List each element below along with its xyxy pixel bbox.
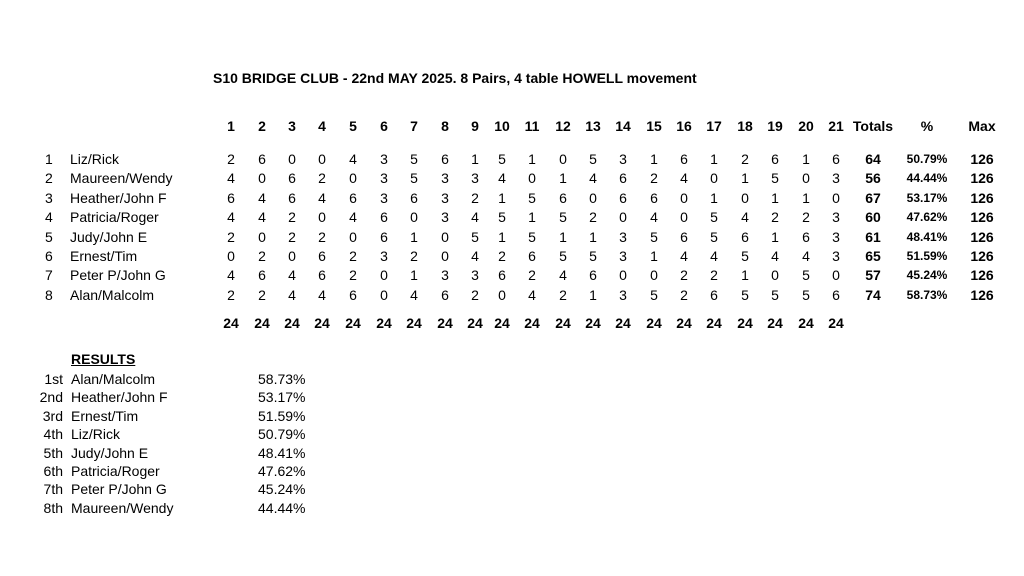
- score-cell: 6: [380, 228, 388, 245]
- score-cell: 3: [471, 170, 479, 187]
- result-name: Heather/John F: [71, 389, 168, 406]
- score-cell: 3: [832, 228, 840, 245]
- score-cell: 3: [619, 228, 627, 245]
- pair-total: 57: [865, 267, 881, 284]
- pair-percent: 45.24%: [906, 268, 948, 283]
- score-cell: 0: [589, 189, 597, 206]
- score-cell: 1: [802, 151, 810, 167]
- score-cell: 6: [380, 209, 388, 226]
- pair-percent: 47.62%: [906, 210, 948, 225]
- score-cell: 4: [227, 209, 235, 226]
- score-cell: 3: [441, 267, 449, 284]
- result-name: Peter P/John G: [71, 481, 167, 498]
- score-cell: 6: [288, 170, 296, 187]
- board-header: 8: [441, 118, 449, 134]
- score-cell: 6: [559, 189, 567, 206]
- score-cell: 0: [349, 170, 357, 187]
- score-cell: 1: [589, 286, 597, 303]
- score-cell: 6: [318, 267, 326, 284]
- score-cell: 5: [589, 248, 597, 264]
- pair-name: Judy/John E: [70, 228, 148, 245]
- pair-max: 126: [970, 248, 994, 264]
- score-cell: 3: [619, 286, 627, 303]
- result-name: Liz/Rick: [71, 426, 121, 443]
- score-cell: 0: [288, 248, 296, 264]
- result-place: 6th: [43, 463, 63, 479]
- pair-name: Alan/Malcolm: [70, 286, 155, 303]
- result-percent: 50.79%: [258, 426, 306, 443]
- score-cell: 6: [441, 286, 449, 303]
- score-cell: 0: [528, 170, 536, 187]
- result-percent: 53.17%: [258, 389, 306, 406]
- column-total: 24: [585, 315, 601, 331]
- board-header: 19: [767, 118, 783, 134]
- board-header: 15: [646, 118, 662, 134]
- result-name: Patricia/Roger: [71, 463, 160, 479]
- score-cell: 5: [471, 228, 479, 245]
- score-cell: 0: [318, 151, 326, 167]
- score-cell: 6: [258, 151, 266, 167]
- result-place: 8th: [43, 499, 63, 516]
- score-cell: 1: [471, 151, 479, 167]
- board-header: 12: [555, 118, 571, 134]
- board-header: 3: [288, 118, 296, 134]
- score-cell: 2: [710, 267, 718, 284]
- pct-header: %: [920, 118, 934, 134]
- result-place: 1st: [44, 371, 63, 387]
- pair-percent: 48.41%: [906, 229, 948, 244]
- score-cell: 1: [650, 151, 658, 167]
- pair-percent: 51.59%: [906, 249, 948, 263]
- score-cell: 2: [258, 286, 266, 303]
- score-cell: 4: [802, 248, 810, 264]
- score-cell: 6: [528, 248, 536, 264]
- result-percent: 51.59%: [258, 407, 306, 424]
- score-cell: 3: [380, 151, 388, 167]
- score-cell: 1: [771, 228, 779, 245]
- board-header: 16: [676, 118, 692, 134]
- result-name: Maureen/Wendy: [71, 499, 174, 516]
- board-header: 10: [494, 118, 510, 134]
- column-total: 24: [284, 315, 300, 331]
- column-total: 24: [798, 315, 814, 331]
- pair-name: Heather/John F: [70, 189, 167, 206]
- score-cell: 6: [619, 170, 627, 187]
- score-cell: 0: [380, 286, 388, 303]
- score-cell: 3: [832, 248, 840, 264]
- score-cell: 0: [619, 209, 627, 226]
- score-cell: 4: [471, 209, 479, 226]
- pair-number: 1: [45, 151, 53, 167]
- pair-total: 74: [865, 286, 881, 303]
- score-cell: 6: [710, 286, 718, 303]
- score-cell: 5: [650, 286, 658, 303]
- score-cell: 5: [528, 228, 536, 245]
- column-total: 24: [615, 315, 631, 331]
- score-cell: 5: [559, 248, 567, 264]
- result-name: Ernest/Tim: [71, 407, 139, 424]
- column-total: 24: [828, 315, 844, 331]
- score-cell: 0: [258, 170, 266, 187]
- pair-name: Liz/Rick: [70, 151, 120, 167]
- score-cell: 1: [528, 151, 536, 167]
- board-header: 13: [585, 118, 601, 134]
- column-total: 24: [555, 315, 571, 331]
- pair-name: Patricia/Roger: [70, 209, 159, 226]
- score-cell: 4: [680, 248, 688, 264]
- board-header: 11: [524, 118, 540, 134]
- score-cell: 6: [227, 189, 235, 206]
- score-cell: 6: [650, 189, 658, 206]
- score-cell: 3: [832, 170, 840, 187]
- pair-percent: 50.79%: [906, 152, 948, 166]
- score-cell: 2: [318, 170, 326, 187]
- pair-total: 67: [865, 189, 881, 206]
- score-cell: 3: [832, 209, 840, 226]
- score-cell: 5: [802, 267, 810, 284]
- score-cell: 1: [741, 267, 749, 284]
- score-cell: 4: [227, 267, 235, 284]
- score-cell: 5: [710, 209, 718, 226]
- score-cell: 6: [318, 248, 326, 264]
- totals-header: Totals: [852, 118, 894, 134]
- score-cell: 2: [258, 248, 266, 264]
- score-cell: 6: [498, 267, 506, 284]
- pair-max: 126: [970, 209, 994, 226]
- score-cell: 2: [680, 286, 688, 303]
- score-cell: 4: [410, 286, 418, 303]
- score-cell: 0: [680, 209, 688, 226]
- score-cell: 0: [710, 170, 718, 187]
- pair-percent: 44.44%: [906, 171, 948, 186]
- column-total: 24: [314, 315, 330, 331]
- score-cell: 1: [559, 170, 567, 187]
- score-cell: 0: [441, 228, 449, 245]
- board-header: 21: [828, 118, 844, 134]
- pair-number: 8: [45, 286, 53, 303]
- score-cell: 4: [349, 151, 357, 167]
- pair-total: 60: [865, 209, 881, 226]
- result-percent: 47.62%: [258, 463, 306, 479]
- pair-percent: 58.73%: [906, 287, 948, 302]
- column-total: 24: [437, 315, 453, 331]
- score-cell: 5: [498, 151, 506, 167]
- pair-total: 61: [865, 228, 881, 245]
- score-cell: 5: [559, 209, 567, 226]
- score-cell: 2: [227, 228, 235, 245]
- pair-number: 2: [45, 170, 53, 187]
- score-cell: 4: [318, 286, 326, 303]
- pair-max: 126: [970, 286, 994, 303]
- score-cell: 6: [680, 151, 688, 167]
- board-header: 5: [349, 118, 357, 134]
- column-total: 24: [524, 315, 540, 331]
- column-total: 24: [706, 315, 722, 331]
- score-cell: 5: [410, 151, 418, 167]
- score-cell: 3: [441, 209, 449, 226]
- score-cell: 6: [441, 151, 449, 167]
- score-cell: 5: [589, 151, 597, 167]
- score-cell: 4: [288, 267, 296, 284]
- result-percent: 45.24%: [258, 481, 306, 498]
- score-cell: 0: [680, 189, 688, 206]
- score-cell: 4: [471, 248, 479, 264]
- score-cell: 3: [619, 151, 627, 167]
- pair-name: Peter P/John G: [70, 267, 166, 284]
- score-cell: 6: [258, 267, 266, 284]
- score-cell: 6: [410, 189, 418, 206]
- score-cell: 1: [498, 189, 506, 206]
- result-place: 3rd: [42, 407, 63, 424]
- score-cell: 4: [559, 267, 567, 284]
- result-name: Judy/John E: [71, 444, 149, 461]
- board-header: 2: [258, 118, 266, 134]
- score-cell: 6: [589, 267, 597, 284]
- score-cell: 0: [498, 286, 506, 303]
- pair-name: Maureen/Wendy: [70, 170, 173, 187]
- score-cell: 2: [741, 151, 749, 167]
- score-cell: 0: [619, 267, 627, 284]
- score-cell: 2: [589, 209, 597, 226]
- score-cell: 5: [771, 170, 779, 187]
- pair-number: 4: [45, 209, 53, 226]
- score-cell: 3: [619, 248, 627, 264]
- column-total: 24: [467, 315, 483, 331]
- score-cell: 4: [318, 189, 326, 206]
- board-header: 9: [471, 118, 479, 134]
- score-cell: 0: [318, 209, 326, 226]
- column-total: 24: [254, 315, 270, 331]
- result-name: Alan/Malcolm: [71, 371, 156, 387]
- score-cell: 5: [498, 209, 506, 226]
- pair-max: 126: [970, 170, 994, 187]
- score-cell: 4: [589, 170, 597, 187]
- column-total: 24: [646, 315, 662, 331]
- board-header: 6: [380, 118, 388, 134]
- score-cell: 1: [771, 189, 779, 206]
- score-cell: 2: [680, 267, 688, 284]
- score-cell: 4: [258, 189, 266, 206]
- score-cell: 6: [680, 228, 688, 245]
- score-cell: 0: [349, 228, 357, 245]
- score-cell: 2: [318, 228, 326, 245]
- board-header: 1: [227, 118, 235, 134]
- score-cell: 4: [741, 209, 749, 226]
- result-percent: 44.44%: [258, 499, 306, 516]
- column-total: 24: [767, 315, 783, 331]
- board-header: 18: [737, 118, 753, 134]
- score-cell: 0: [441, 248, 449, 264]
- score-cell: 1: [589, 228, 597, 245]
- score-cell: 0: [832, 189, 840, 206]
- score-cell: 5: [650, 228, 658, 245]
- score-cell: 4: [227, 170, 235, 187]
- pair-max: 126: [970, 228, 994, 245]
- score-cell: 5: [710, 228, 718, 245]
- score-cell: 5: [741, 248, 749, 264]
- score-cell: 5: [410, 170, 418, 187]
- board-header: 4: [318, 118, 326, 134]
- max-header: Max: [968, 118, 996, 134]
- board-header: 14: [615, 118, 631, 134]
- score-cell: 6: [288, 189, 296, 206]
- column-total: 24: [737, 315, 753, 331]
- score-cell: 1: [650, 248, 658, 264]
- score-cell: 2: [288, 228, 296, 245]
- score-cell: 2: [471, 286, 479, 303]
- score-cell: 1: [410, 267, 418, 284]
- pair-max: 126: [970, 267, 994, 284]
- score-cell: 5: [802, 286, 810, 303]
- score-cell: 4: [528, 286, 536, 303]
- pair-total: 56: [865, 170, 881, 187]
- score-cell: 0: [380, 267, 388, 284]
- score-cell: 1: [410, 228, 418, 245]
- column-total: 24: [223, 315, 239, 331]
- score-cell: 4: [680, 170, 688, 187]
- pair-total: 65: [865, 248, 881, 264]
- score-cell: 6: [349, 286, 357, 303]
- score-cell: 0: [802, 170, 810, 187]
- score-cell: 3: [380, 170, 388, 187]
- score-cell: 0: [650, 267, 658, 284]
- column-total: 24: [345, 315, 361, 331]
- score-cell: 4: [288, 286, 296, 303]
- result-place: 4th: [43, 426, 63, 443]
- column-total: 24: [376, 315, 392, 331]
- score-cell: 4: [498, 170, 506, 187]
- column-total: 24: [406, 315, 422, 331]
- score-cell: 0: [771, 267, 779, 284]
- result-place: 2nd: [39, 389, 63, 406]
- score-cell: 1: [559, 228, 567, 245]
- column-total: 24: [676, 315, 692, 331]
- score-cell: 1: [710, 151, 718, 167]
- score-cell: 6: [349, 189, 357, 206]
- score-cell: 2: [349, 267, 357, 284]
- score-cell: 6: [771, 151, 779, 167]
- score-cell: 1: [498, 228, 506, 245]
- pair-number: 7: [45, 267, 53, 284]
- page-title: S10 BRIDGE CLUB - 22nd MAY 2025. 8 Pairs, 4 table HOWELL movement: [213, 70, 697, 86]
- pair-max: 126: [970, 189, 994, 206]
- pair-number: 5: [45, 228, 53, 245]
- score-cell: 2: [498, 248, 506, 264]
- score-cell: 1: [528, 209, 536, 226]
- score-cell: 4: [349, 209, 357, 226]
- score-cell: 2: [771, 209, 779, 226]
- board-header: 7: [410, 118, 418, 134]
- board-header: 17: [706, 118, 722, 134]
- score-cell: 4: [710, 248, 718, 264]
- result-place: 5th: [43, 444, 63, 461]
- score-cell: 0: [741, 189, 749, 206]
- score-cell: 0: [410, 209, 418, 226]
- pair-number: 6: [45, 248, 53, 264]
- score-cell: 5: [528, 189, 536, 206]
- result-percent: 48.41%: [258, 444, 306, 461]
- score-cell: 1: [741, 170, 749, 187]
- score-cell: 0: [832, 267, 840, 284]
- pair-total: 64: [865, 151, 881, 167]
- pair-number: 3: [45, 189, 53, 206]
- score-cell: 0: [258, 228, 266, 245]
- results-title: RESULTS: [71, 351, 136, 367]
- score-cell: 6: [832, 151, 840, 167]
- column-total: 24: [494, 315, 510, 331]
- pair-percent: 53.17%: [906, 190, 948, 205]
- score-cell: 2: [559, 286, 567, 303]
- score-cell: 5: [771, 286, 779, 303]
- score-cell: 2: [227, 151, 235, 167]
- score-cell: 3: [441, 189, 449, 206]
- score-cell: 4: [771, 248, 779, 264]
- score-cell: 3: [441, 170, 449, 187]
- score-cell: 1: [710, 189, 718, 206]
- pair-name: Ernest/Tim: [70, 248, 138, 264]
- score-cell: 2: [288, 209, 296, 226]
- score-cell: 2: [471, 189, 479, 206]
- score-cell: 2: [528, 267, 536, 284]
- score-cell: 6: [619, 189, 627, 206]
- score-cell: 4: [650, 209, 658, 226]
- score-cell: 2: [802, 209, 810, 226]
- score-cell: 2: [349, 248, 357, 264]
- score-cell: 2: [410, 248, 418, 264]
- board-header: 20: [798, 118, 814, 134]
- result-percent: 58.73%: [258, 371, 306, 387]
- score-cell: 3: [380, 189, 388, 206]
- score-cell: 4: [258, 209, 266, 226]
- score-cell: 6: [741, 228, 749, 245]
- score-cell: 2: [650, 170, 658, 187]
- score-cell: 6: [832, 286, 840, 303]
- score-cell: 0: [288, 151, 296, 167]
- score-cell: 5: [741, 286, 749, 303]
- score-cell: 6: [802, 228, 810, 245]
- score-cell: 0: [227, 248, 235, 264]
- score-cell: 0: [559, 151, 567, 167]
- score-cell: 3: [471, 267, 479, 284]
- pair-max: 126: [970, 151, 994, 167]
- score-cell: 1: [802, 189, 810, 206]
- result-place: 7th: [43, 481, 63, 498]
- score-cell: 3: [380, 248, 388, 264]
- score-cell: 2: [227, 286, 235, 303]
